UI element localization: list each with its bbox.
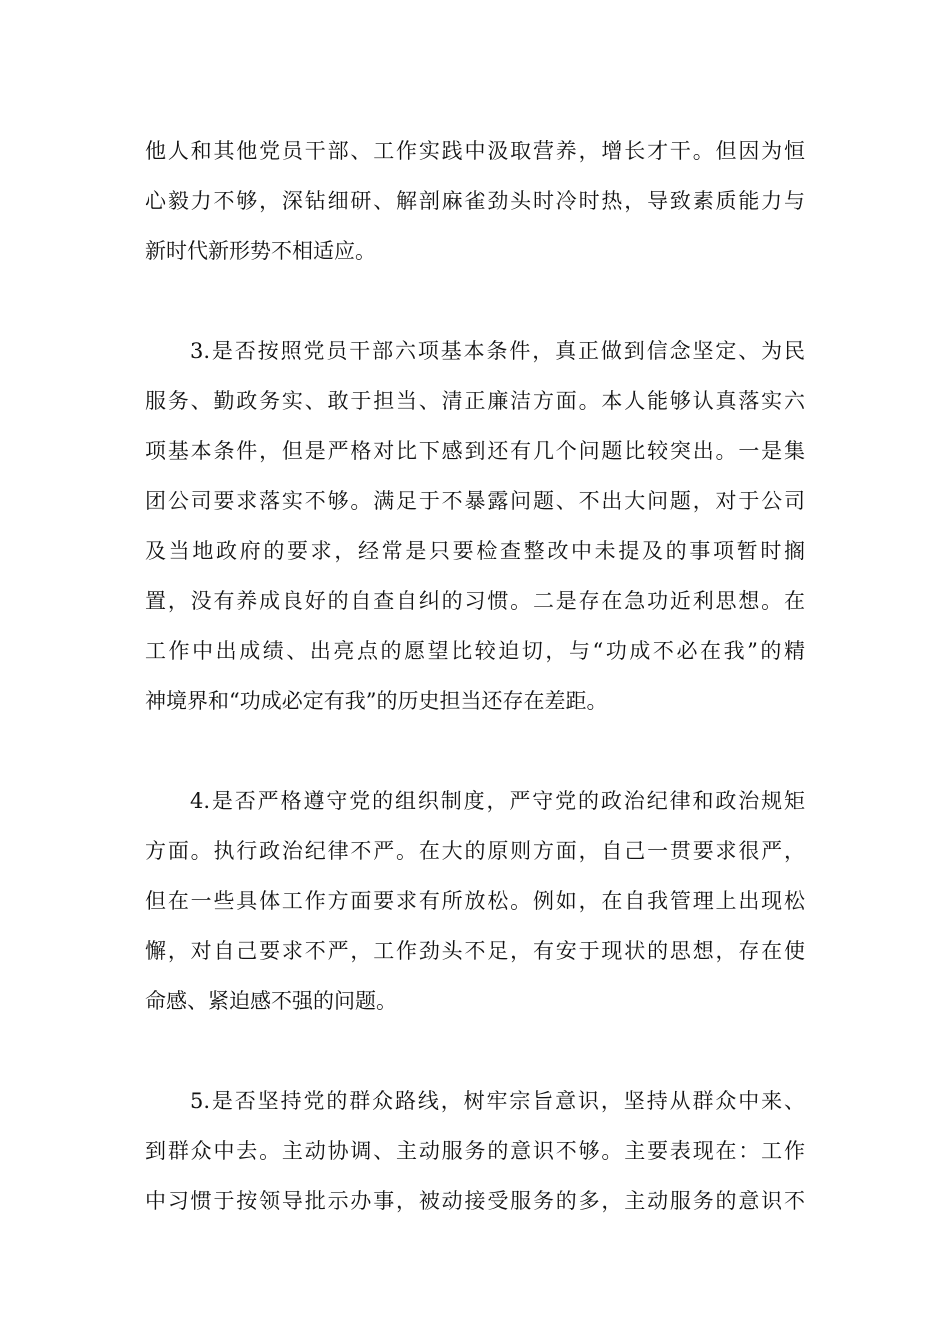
text-line: 懈，对自己要求不严，工作劲头不足，有安于现状的思想，存在使 [145,939,805,963]
text-line: 神境界和“功成必定有我”的历史担当还存在差距。 [145,689,608,713]
text-line: 到群众中去。主动协调、主动服务的意识不够。主要表现在：工作 [145,1139,805,1163]
text-line: 方面。执行政治纪律不严。在大的原则方面，自己一贯要求很严， [145,839,805,863]
text-line: 置，没有养成良好的自查自纠的习惯。二是存在急功近利思想。在 [145,589,805,613]
text-line: 但在一些具体工作方面要求有所放松。例如，在自我管理上出现松 [145,889,805,913]
text-line: 新时代新形势不相适应。 [145,239,376,263]
text-line: 中习惯于按领导批示办事，被动接受服务的多，主动服务的意识不 [145,1189,805,1213]
text-line: 3.是否按照党员干部六项基本条件，真正做到信念坚定、为民 [190,339,805,363]
text-line: 服务、勤政务实、敢于担当、清正廉洁方面。本人能够认真落实六 [145,389,805,413]
text-line: 他人和其他党员干部、工作实践中汲取营养，增长才干。但因为恒 [145,139,805,163]
text-line: 项基本条件，但是严格对比下感到还有几个问题比较突出。一是集 [145,439,805,463]
text-line: 团公司要求落实不够。满足于不暴露问题、不出大问题，对于公司 [145,489,805,513]
text-line: 命感、紧迫感不强的问题。 [145,989,397,1013]
text-line: 心毅力不够，深钻细研、解剖麻雀劲头时冷时热，导致素质能力与 [145,189,805,213]
text-line: 工作中出成绩、出亮点的愿望比较迫切，与“功成不必在我”的精 [145,639,805,663]
text-line: 及当地政府的要求，经常是只要检查整改中未提及的事项暂时搁 [145,539,805,563]
text-line: 5.是否坚持党的群众路线，树牢宗旨意识，坚持从群众中来、 [190,1089,805,1113]
text-line: 4.是否严格遵守党的组织制度，严守党的政治纪律和政治规矩 [190,789,805,813]
